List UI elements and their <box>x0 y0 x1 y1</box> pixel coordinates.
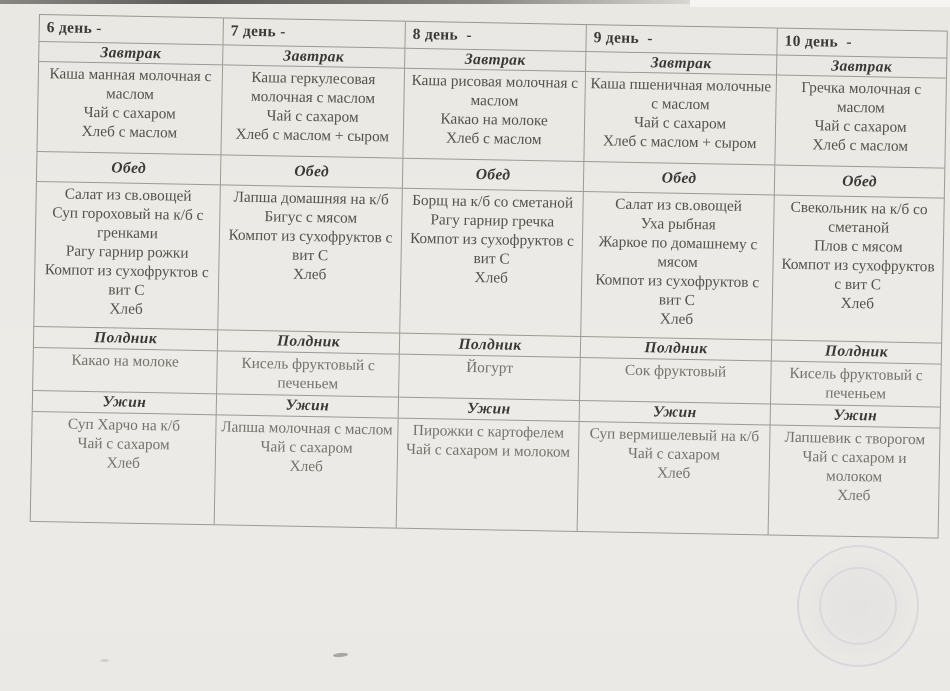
meal-cell-breakfast <box>584 72 777 165</box>
meal-item: Салат из св.овощей <box>64 185 192 205</box>
meal-item: Чай с сахаром <box>633 113 727 133</box>
scan-edge-artifact-dark <box>0 0 692 4</box>
meal-item: Чай с сахаром и молоком <box>802 448 907 486</box>
meal-item: Чай с сахаром <box>77 434 170 454</box>
meal-item: Хлеб <box>474 269 509 287</box>
meal-item: Компот из сухофруктов с вит С <box>228 226 393 265</box>
meal-cell-dinner <box>578 422 771 535</box>
meal-cell-dinner <box>215 415 399 528</box>
section-header-lunch: Обед <box>775 166 946 199</box>
meal-item: Каша пшеничная молочные с маслом <box>590 75 772 114</box>
meal-item: Чай с сахаром <box>266 107 359 126</box>
meal-item: Суп гороховый на к/б с гренками <box>52 204 204 243</box>
meal-cell-breakfast <box>775 76 947 169</box>
meal-item: Борщ на к/б со сметаной <box>411 191 574 212</box>
section-header-lunch: Обед <box>584 162 776 195</box>
section-header-dinner: Ужин <box>771 404 941 428</box>
meal-item: Лапша домашняя на к/б <box>233 188 389 209</box>
round-stamp-inner-ring <box>819 567 897 645</box>
meal-cell-snack <box>217 351 400 397</box>
meal-item: Компот из сухофруктов с вит С <box>409 229 575 268</box>
meal-item: Хлеб <box>289 457 324 476</box>
meal-cell-breakfast <box>403 69 586 162</box>
meal-item: Компот из сухофруктов с вит С <box>44 261 209 299</box>
day-header: 7 день - <box>223 18 405 48</box>
section-header-breakfast: Завтрак <box>777 56 947 79</box>
meal-cell-snack <box>33 348 218 394</box>
meal-cell-lunch <box>400 189 584 337</box>
section-header-snack: Полдник <box>218 330 400 354</box>
meal-item: Бигус с мясом <box>264 208 358 227</box>
meal-item: Хлеб <box>292 265 327 284</box>
section-header-snack: Полдник <box>772 340 942 364</box>
meal-item: Суп Харчо на к/б <box>67 415 181 435</box>
meal-item: Чай с сахаром <box>260 438 353 457</box>
meal-item: Чай с сахаром <box>814 117 907 136</box>
day-header: 6 день - <box>39 15 223 45</box>
meal-item: Какао на молоке <box>71 351 179 371</box>
section-header-lunch: Обед <box>403 159 585 192</box>
meal-cell-dinner <box>397 419 580 532</box>
meal-cell-snack <box>771 361 942 407</box>
section-header-dinner: Ужин <box>580 401 771 425</box>
meal-item: Йогурт <box>466 358 514 377</box>
section-header-breakfast: Завтрак <box>586 52 777 75</box>
meal-item: Каша рисовая молочная с маслом <box>411 71 579 110</box>
meal-cell-lunch <box>772 196 945 344</box>
meal-item: Кисель фруктовый с печеньем <box>241 354 375 393</box>
day-header: 10 день - <box>777 29 947 59</box>
meal-item: Хлеб <box>656 464 691 483</box>
meal-item: Пирожки с картофелем <box>412 421 565 442</box>
meal-item: Хлеб <box>837 486 871 505</box>
section-header-snack: Полдник <box>400 334 581 358</box>
day-header: 9 день - <box>586 25 777 55</box>
meal-item: Хлеб <box>840 294 875 313</box>
meal-item: Уха рыбная <box>640 215 716 234</box>
meal-item: Хлеб <box>109 300 143 318</box>
meal-item: Хлеб с маслом <box>812 136 909 155</box>
meal-item: Рагу гарнир рожки <box>65 242 189 262</box>
section-header-snack: Полдник <box>581 337 772 361</box>
meal-item: Лапшевик с творогом <box>784 428 926 449</box>
meal-item: Чай с сахаром <box>627 444 721 464</box>
meal-item: Компот из сухофруктов с вит С <box>781 255 935 294</box>
meal-cell-snack <box>399 355 581 401</box>
section-header-dinner: Ужин <box>217 394 399 418</box>
meal-item: Каша манная молочная с маслом <box>49 65 212 104</box>
meal-item: Сок фруктовый <box>624 361 727 381</box>
meal-cell-breakfast <box>37 62 223 155</box>
meal-cell-lunch <box>34 182 221 330</box>
meal-cell-dinner <box>769 425 941 538</box>
meal-item: Кисель фруктовый с печеньем <box>789 364 923 403</box>
section-header-breakfast: Завтрак <box>39 42 223 65</box>
section-header-dinner: Ужин <box>33 391 217 415</box>
meal-cell-dinner <box>31 412 217 525</box>
meal-item: Хлеб с маслом <box>81 122 178 142</box>
meal-item: Плов с мясом <box>813 237 903 256</box>
meal-item: Чай с сахаром <box>83 103 176 123</box>
round-stamp <box>797 545 919 667</box>
section-header-lunch: Обед <box>221 155 404 188</box>
meal-item: Каша геркулесовая молочная с маслом <box>250 68 376 108</box>
meal-item: Свекольник на к/б со сметаной <box>790 198 928 237</box>
meal-cell-breakfast <box>221 65 405 158</box>
meal-item: Рагу гарнир гречка <box>430 211 555 231</box>
meal-cell-lunch <box>218 185 403 333</box>
section-header-lunch: Обед <box>37 152 222 185</box>
menu-table <box>30 14 948 539</box>
meal-item: Жаркое по домашнему с мясом <box>598 233 758 272</box>
meal-item: Хлеб с маслом + сыром <box>602 132 757 153</box>
meal-item: Салат из св.овощей <box>615 195 743 215</box>
section-header-snack: Полдник <box>34 327 218 351</box>
scan-smudge <box>333 652 348 657</box>
meal-item: Хлеб с маслом <box>445 129 542 149</box>
meal-item: Хлеб <box>659 310 694 329</box>
meal-item: Лапша молочная с маслом <box>221 418 393 439</box>
section-header-breakfast: Завтрак <box>223 45 405 68</box>
meal-item: Какао на молоке <box>440 110 548 130</box>
meal-item: Чай с сахаром и молоком <box>405 440 571 461</box>
meal-cell-snack <box>580 358 772 404</box>
meal-item: Хлеб с маслом + сыром <box>235 125 390 146</box>
meal-item: Хлеб <box>106 454 141 472</box>
meal-item: Компот из сухофруктов с вит С <box>595 271 760 310</box>
section-header-breakfast: Завтрак <box>405 49 586 72</box>
section-header-dinner: Ужин <box>399 398 580 422</box>
meal-item: Гречка молочная с маслом <box>801 78 922 117</box>
meal-item: Суп вермишелевый на к/б <box>589 425 760 446</box>
scan-smudge <box>100 659 109 662</box>
scan-edge-artifact-light <box>690 0 950 7</box>
meal-cell-lunch <box>581 192 775 340</box>
day-header: 8 день - <box>405 22 586 52</box>
